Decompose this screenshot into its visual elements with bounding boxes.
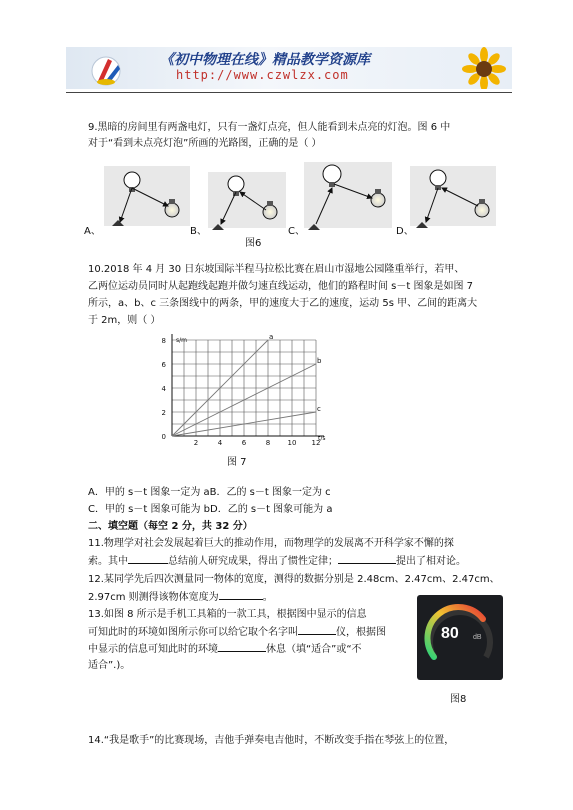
option-d-label: D、 (396, 226, 414, 237)
q12-line2 (88, 589, 273, 606)
figure-6-caption: 图6 (245, 238, 262, 249)
y-tick-label: 2 (161, 409, 166, 417)
header-rule (66, 92, 512, 93)
x-axis-label: t/s (318, 435, 326, 442)
q13-blank-1[interactable] (298, 624, 336, 635)
q10-line4: 于 2m，则（ ） (88, 315, 161, 326)
q13-line3-start: 中显示的信息可知此时的环境 (88, 644, 218, 655)
q13-line4: 适合”.)。 (88, 660, 131, 671)
q10-line3: 所示，a、b、c 三条图线中的两条，甲的速度大于乙的速度，运动 5s 甲、乙间的距离大 (88, 298, 478, 309)
q13-line1: 13.如图 8 所示是手机工具箱的一款工具，根据图中显示的信息 (88, 609, 367, 620)
q9-line2: 对于“看到未点亮灯泡”所画的光路图，正确的是（ ） (88, 138, 322, 149)
q12-line2-end: 。 (262, 592, 273, 603)
series-label-a: a (269, 334, 274, 341)
section-2-heading: 二、填空题（每空 2 分，共 32 分） (88, 521, 253, 532)
figure-8-sound-meter (417, 595, 503, 680)
gauge-arc-icon (417, 595, 503, 680)
q10-options-line1: A．甲的 s－t 图象一定为 aB．乙的 s－t 图象一定为 c (88, 487, 331, 498)
x-tick-label: 10 (287, 439, 297, 447)
q13-line2-start: 可知此时的环境如图所示你可以给它取个名字叫 (88, 627, 298, 638)
q11-line2-mid: 总结前人研究成果，得出了惯性定律； (168, 556, 338, 567)
option-a-label: A、 (84, 226, 101, 237)
banner-title: 《初中物理在线》精品教学资源库 (160, 52, 370, 68)
q10-line2: 乙两位运动员同时从起跑线起跑并做匀速直线运动，他们的路程时间 s－t 图象是如图 7 (88, 281, 474, 292)
x-tick-label: 4 (217, 439, 223, 447)
meter-unit: dB (473, 634, 482, 641)
q14-line1: 14.“我是歌手”的比赛现场，吉他手弹奏电吉他时，不断改变手指在琴弦上的位置， (88, 735, 455, 746)
y-tick-label: 8 (161, 337, 166, 345)
q11-line1: 11.物理学对社会发展起着巨大的推动作用，而物理学的发展离不开科学家不懈的探 (88, 538, 454, 549)
q11-line2 (88, 553, 466, 570)
x-tick-label: 8 (265, 439, 271, 447)
series-label-c: c (317, 405, 321, 413)
q11-line2-end: 提出了相对论。 (396, 556, 466, 567)
q10-line1: 10.2018 年 4 月 30 日东坡国际半程马拉松比赛在眉山市湿地公园隆重举行，若甲、 (88, 264, 465, 275)
q13-line2-end: 仪，根据图 (336, 627, 386, 638)
q9-line1: 9.黑暗的房间里有两盏电灯，只有一盏灯点亮，但人能看到未点亮的灯泡。图 6 中 (88, 122, 451, 133)
header-banner (66, 47, 512, 89)
y-tick-label: 0 (161, 433, 166, 441)
q11-blank-2[interactable] (338, 553, 396, 564)
q11-blank-1[interactable] (128, 553, 168, 564)
y-axis-label: s/m (176, 337, 187, 344)
meter-value: 80 (441, 625, 459, 642)
x-tick-label: 6 (241, 439, 247, 447)
logo-icon (88, 51, 124, 87)
q13-line2 (88, 624, 386, 641)
option-c-label: C、 (288, 226, 305, 237)
figure-7-chart (152, 334, 334, 452)
x-tick-label: 12 (311, 439, 321, 447)
q13-blank-2[interactable] (218, 641, 266, 652)
option-b-label: B、 (190, 226, 207, 237)
q10-options-line2: C．甲的 s－t 图象可能为 bD．乙的 s－t 图象可能为 a (88, 504, 333, 515)
figure-8-caption: 图8 (450, 694, 467, 705)
sunflower-icon (456, 47, 512, 89)
q13-line3 (88, 641, 362, 658)
y-tick-label: 4 (161, 385, 166, 393)
x-tick-label: 2 (193, 439, 199, 447)
figure-7-caption: 图 7 (227, 457, 247, 468)
q13-line3-end: 休息（填“适合”或“不 (266, 644, 362, 655)
q12-line1: 12.某同学先后四次测量同一物体的宽度，测得的数据分别是 2.48cm、2.47cm、2.47cm、 (88, 574, 500, 585)
q11-line2-start: 索。其中 (88, 556, 128, 567)
q12-line2-start: 2.97cm 则测得该物体宽度为 (88, 592, 219, 603)
banner-url: http://www.czwlzx.com (176, 68, 349, 82)
y-tick-label: 6 (161, 361, 166, 369)
q12-blank[interactable] (219, 589, 263, 600)
series-label-b: b (317, 357, 322, 365)
